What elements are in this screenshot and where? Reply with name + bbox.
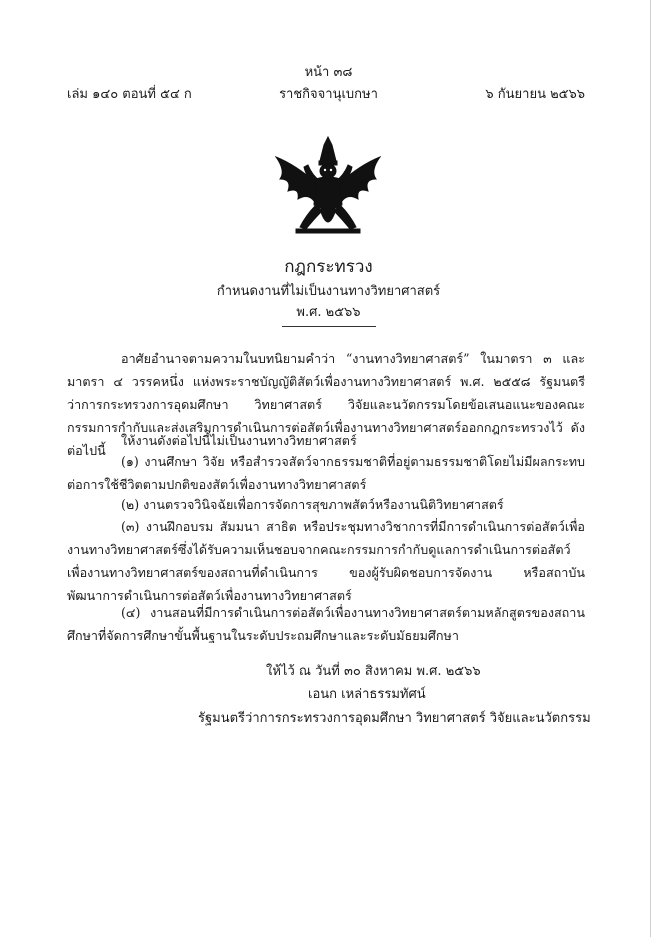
item-3: (๓) งานฝึกอบรม สัมมนา สาธิต หรือประชุมทางวิชาการที่มีการดำเนินการต่อสัตว์เพื่องานทางวิทยาศาสตร์ซึ่งได้รับความเห็นชอบจากคณะกรรมการกำกับดูแลการดำเนินการต่อสัตว์เพื่องานทางวิทยาศาสตร์ของสถานที่ดำเนินการ ของผู้รับผิดชอบการจัดงาน หรือสถาบันพัฒนาการดำเนินการต่อสัตว์เพื่องานทางวิทยาศาสตร์: [67, 519, 585, 603]
page-number: หน้า ๓๘: [304, 65, 353, 80]
preamble-paragraph: อาศัยอำนาจตามความในบทนิยามคำว่า “งานทางวิทยาศาสตร์” ในมาตรา ๓ และมาตรา ๔ วรรคหนึ่ง แห่งพระราชบัญญัติสัตว์เพื่องานทางวิทยาศาสตร์ พ.ศ. ๒๕๕๘ รัฐมนตรีว่าการกระทรวงการอุดมศึกษา วิทยาศาสตร์ วิจัยและนวัตกรรมโดยข้อเสนอแนะของคณะกรรมการกำกับและส่งเสริมการดำเนินการต่อสัตว์เพื่องานทางวิทยาศาสตร์ออกกฎกระทรวงไว้ ดังต่อไปนี้: [67, 351, 585, 458]
page-edge: [650, 0, 651, 937]
given-date: ให้ไว้ ณ วันที่ ๓๐ สิงหาคม พ.ศ. ๒๕๖๖: [266, 664, 481, 679]
volume-issue: เล่ม ๑๔๐ ตอนที่ ๕๔ ก: [67, 87, 192, 102]
garuda-emblem-icon: [266, 135, 390, 247]
gazette-date: ๖ กันยายน ๒๕๖๖: [485, 87, 585, 102]
signatory-name: เอนก เหล่าธรรมทัศน์: [308, 687, 426, 702]
document-subtitle: กำหนดงานที่ไม่เป็นงานทางวิทยาศาสตร์: [216, 284, 441, 299]
intro-paragraph: ให้งานดังต่อไปนี้ไม่เป็นงานทางวิทยาศาสตร์: [121, 433, 357, 448]
document-year: พ.ศ. ๒๕๖๖: [296, 305, 361, 320]
document-title: กฎกระทรวง: [284, 257, 373, 277]
item-2: (๒) งานตรวจวินิจฉัยเพื่อการจัดการสุขภาพสัตว์หรืองานนิติวิทยาศาสตร์: [121, 497, 504, 512]
gazette-name: ราชกิจจานุเบกษา: [279, 87, 378, 102]
item-4: (๔) งานสอนที่มีการดำเนินการต่อสัตว์เพื่องานทางวิทยาศาสตร์ตามหลักสูตรของสถานศึกษาที่จัดการศึกษาขั้นพื้นฐานในระดับประถมศึกษาและระดับมัธยมศึกษา: [67, 605, 585, 643]
item-1: (๑) งานศึกษา วิจัย หรือสำรวจสัตว์จากธรรมชาติที่อยู่ตามธรรมชาติโดยไม่มีผลกระทบต่อการใช้ชีวิตตามปกติของสัตว์เพื่องานทางวิทยาศาสตร์: [67, 454, 585, 492]
title-divider: [282, 326, 376, 327]
signatory-position: รัฐมนตรีว่าการกระทรวงการอุดมศึกษา วิทยาศาสตร์ วิจัยและนวัตกรรม: [198, 711, 591, 726]
